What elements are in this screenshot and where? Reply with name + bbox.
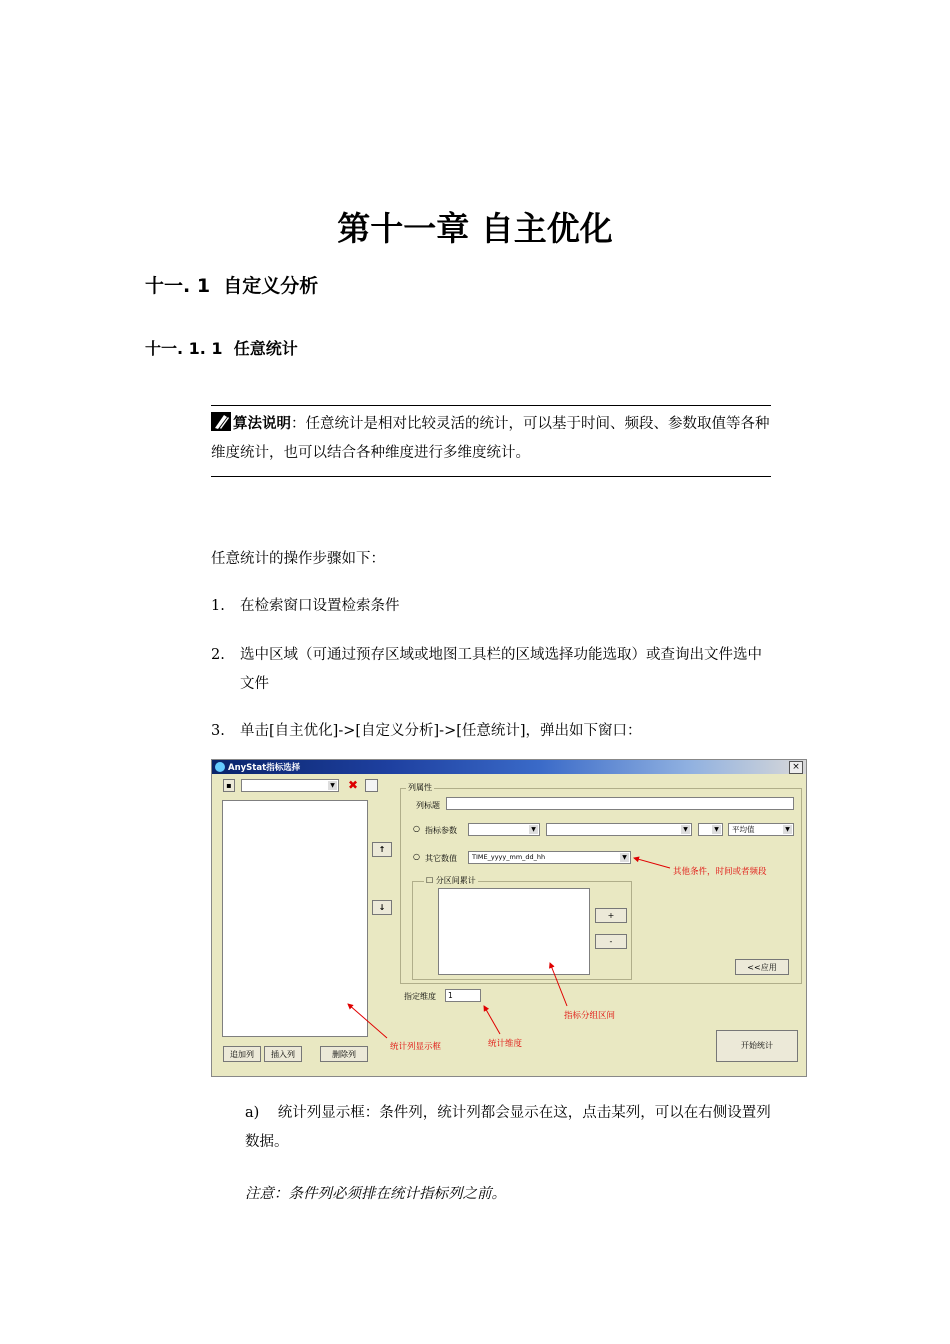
item-a-text: 统计列显示框：条件列，统计列都会显示在这，点击某列，可以在右侧设置列数据。 (245, 1105, 771, 1150)
save-icon[interactable]: ▪ (223, 779, 235, 792)
step-text: 在检索窗口设置检索条件 (240, 598, 400, 614)
subsection-number: 十一. 1. 1 (145, 339, 223, 358)
section-title: 自定义分析 (223, 275, 319, 297)
add-column-button[interactable]: 追加列 (223, 1046, 261, 1062)
column-title-label: 列标题 (416, 801, 440, 810)
anystat-window-screenshot (211, 759, 807, 1077)
subsection-heading (145, 336, 298, 359)
note-bottom-rule (211, 476, 771, 477)
chapter-title: 第十一章 自主优化 (337, 209, 613, 248)
annotation-display-box: 统计列显示框 (390, 1042, 442, 1052)
intro-text: 任意统计的操作步骤如下： (211, 551, 385, 567)
remove-interval-button[interactable]: - (595, 934, 627, 949)
other-values-select[interactable]: TIME_yyyy_mm_dd_hh ▼ (468, 851, 631, 864)
step-number: 1. (211, 598, 225, 614)
note-top-rule (211, 405, 771, 406)
subsection-title: 任意统计 (233, 339, 298, 358)
annotation-other-conditions: 其他条件，时间或者频段 (673, 867, 767, 877)
start-stat-button[interactable]: 开始统计 (716, 1030, 798, 1062)
note-label: 算法说明 (233, 416, 291, 432)
aggregate-select[interactable]: 平均值 ▼ (728, 823, 794, 836)
close-button[interactable]: × (789, 761, 803, 774)
pen-note-icon (211, 412, 231, 431)
move-down-button[interactable]: ↓ (372, 900, 392, 915)
step-text: 选中区域（可通过预存区域或地图工具栏的区域选择功能选取）或查询出文件选中文件 (240, 647, 762, 692)
dimension-label: 指定维度 (404, 992, 436, 1001)
indicator-param-radio[interactable]: ○ (413, 824, 420, 833)
item-a (245, 1099, 775, 1157)
move-up-button[interactable]: ↑ (372, 842, 392, 857)
indicator-param-label: 指标参数 (425, 826, 457, 835)
other-values-radio[interactable]: ○ (413, 852, 420, 861)
dimension-spinner[interactable]: 1 (445, 989, 481, 1002)
window-title: AnyStat指标选择 (228, 763, 301, 773)
section-heading (145, 271, 318, 298)
column-properties-label: 列属性 (408, 783, 432, 792)
attention-note: 注意：条件列必须排在统计指标列之前。 (245, 1186, 506, 1202)
other-values-label: 其它数值 (425, 854, 457, 863)
delete-column-button[interactable]: 删除列 (320, 1046, 368, 1062)
add-interval-button[interactable]: + (595, 908, 627, 923)
partition-accumulate-label: 分区间累计 (435, 876, 476, 885)
step-text: 单击[自主优化]->[自定义分析]->[任意统计]，弹出如下窗口： (240, 723, 642, 739)
insert-column-button[interactable]: 插入列 (264, 1046, 302, 1062)
item-a-label: a) (245, 1105, 260, 1121)
apply-button[interactable]: <<应用 (735, 959, 789, 975)
annotation-group-interval: 指标分组区间 (564, 1011, 616, 1021)
step-number: 2. (211, 647, 225, 663)
delete-icon[interactable]: ✖ (347, 778, 359, 792)
partition-accumulate-checkbox[interactable]: ☐ 分区间累计 (426, 876, 476, 885)
step-number: 3. (211, 723, 225, 739)
annotation-arrows (212, 760, 808, 1078)
note-text: ：任意统计是相对比较灵活的统计，可以基于时间、频段、参数取值等各种维度统计，也可以结合各种维度进行多维度统计。 (211, 416, 770, 461)
annotation-dimension: 统计维度 (488, 1039, 523, 1049)
algorithm-note (211, 410, 771, 468)
section-number: 十一. 1 (145, 275, 211, 297)
